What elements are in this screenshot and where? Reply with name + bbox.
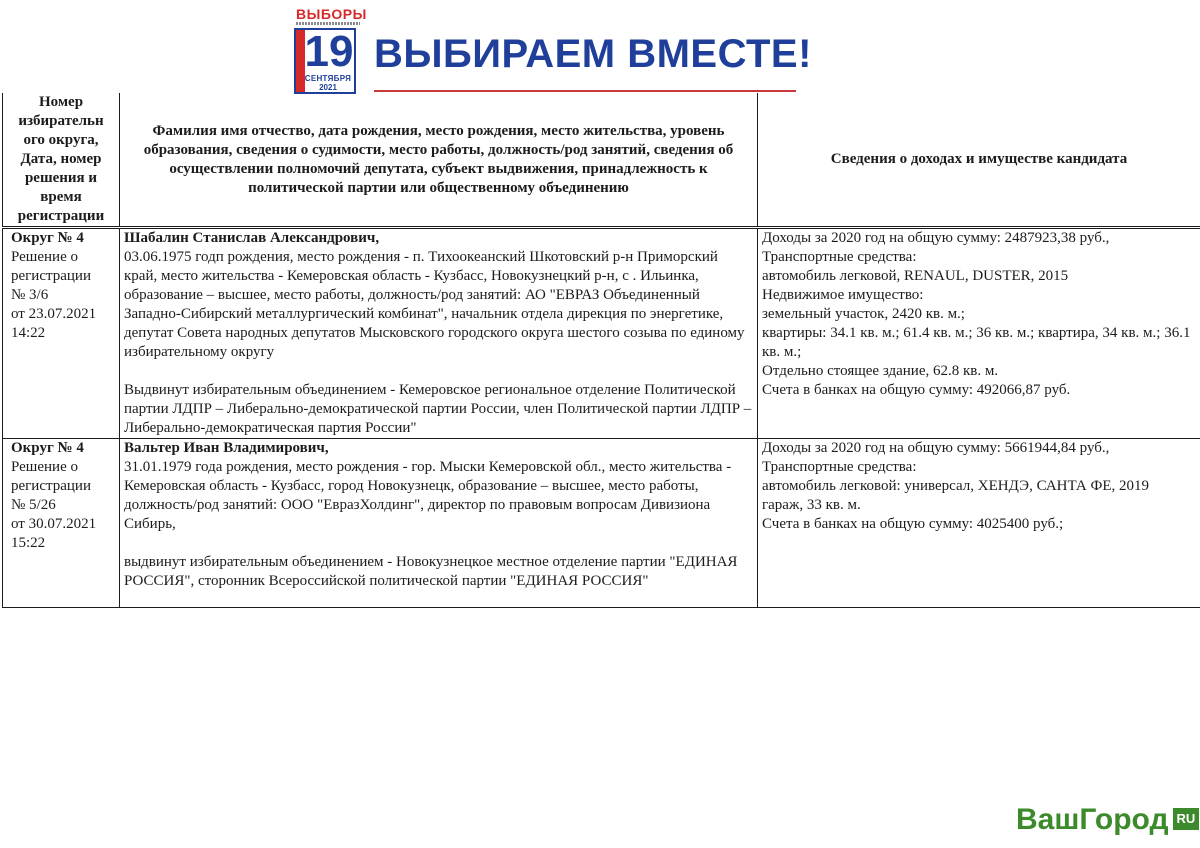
district-title: Округ № 4 — [11, 230, 84, 246]
district-line: 14:22 — [11, 325, 46, 341]
header-district: Номер избирательн ого округа, Дата, номер решения и время регистрации — [3, 93, 120, 228]
header-income: Сведения о доходах и имуществе кандидата — [758, 93, 1200, 228]
income-line: Доходы за 2020 год на общую сумму: 2487923,38 руб., — [762, 230, 1110, 246]
candidate-bio: 03.06.1975 годп рождения, место рождения - п. Тихоокеанский Шкотовский р-н Приморский край, место жительства - Кемеровская область - Кузбасс, Новокузнецкий р-н, с . Ильинка, образование – высшее, место работы, должность/род занятий: АО "ЕВРАЗ Объединенный Западно-Сибирский металлургический комбинат", начальник отдела дирекция по энергетике, депутат Совета народных депутатов Мысковского городского округа шестого созыва по единому избирательному округу — [124, 249, 745, 360]
income-line: земельный участок, 2420 кв. м.; — [762, 306, 965, 322]
income-line: Счета в банках на общую сумму: 4025400 руб.; — [762, 516, 1064, 532]
income-line: Транспортные средства: — [762, 459, 917, 475]
income-line: Транспортные средства: — [762, 249, 917, 265]
district-line: № 3/6 — [11, 287, 49, 303]
district-line: Решение о — [11, 249, 78, 265]
date-day: 19 — [304, 27, 354, 76]
district-line: Решение о — [11, 459, 78, 475]
date-month: СЕНТЯБРЯ — [304, 74, 352, 83]
table-header-row — [3, 93, 1200, 228]
candidate-name: Шабалин Станислав Александрович, — [124, 230, 380, 246]
district-line: от 23.07.2021 — [11, 306, 97, 322]
income-cell — [758, 439, 1200, 608]
election-banner — [292, 4, 812, 94]
candidate-name: Вальтер Иван Владимирович, — [124, 440, 329, 456]
district-cell — [3, 439, 120, 608]
candidates-table — [2, 93, 1200, 608]
election-date-badge — [294, 28, 356, 94]
candidate-cell — [120, 439, 758, 608]
vybory-label: ВЫБОРЫ — [296, 6, 367, 22]
district-cell — [3, 228, 120, 439]
income-line: автомобиль легковой: универсал, ХЕНДЭ, САНТА ФЕ, 2019 — [762, 478, 1150, 494]
paragraph-gap — [124, 534, 753, 553]
table-row — [3, 439, 1200, 608]
table-row — [3, 228, 1200, 439]
district-title: Округ № 4 — [11, 440, 84, 456]
logo-name: ВашГород — [1016, 803, 1169, 836]
banner-underline — [374, 90, 796, 92]
income-line: квартиры: 34.1 кв. м.; 61.4 кв. м.; 36 кв. м.; квартира, 34 кв. м.; 36.1 кв. м.; — [762, 325, 1191, 360]
logo-tld: RU — [1173, 808, 1200, 830]
slogan: ВЫБИРАЕМ ВМЕСТЕ! — [374, 32, 812, 76]
district-line: от 30.07.2021 — [11, 516, 97, 532]
district-line: регистрации — [11, 478, 91, 494]
district-line: № 5/26 — [11, 497, 56, 513]
candidate-cell — [120, 228, 758, 439]
header-candidate: Фамилия имя отчество, дата рождения, место рождения, место жительства, уровень образования, сведения о судимости, место работы, должность/род занятий, сведения об осуществлении полномочий депутата, субъект выдвижения, принадлежность к политической партии или общественному объединению — [120, 93, 758, 228]
income-cell — [758, 228, 1200, 439]
candidate-nomination: Выдвинут избирательным объединением - Кемеровское региональное отделение Политической партии ЛДПР – Либерально-демократической партии России, член Политической партии ЛДПР – Либерально-демократическая партия России" — [124, 382, 752, 436]
district-line: регистрации — [11, 268, 91, 284]
candidate-nomination: выдвинут избирательным объединением - Новокузнецкое местное отделение партии "ЕДИНАЯ РОССИЯ", сторонник Всероссийской политической партии "ЕДИНАЯ РОССИЯ" — [124, 554, 738, 589]
vashgorod-logo — [1016, 803, 1199, 837]
date-year: 2021 — [319, 83, 337, 92]
district-line: 15:22 — [11, 535, 46, 551]
income-line: гараж, 33 кв. м. — [762, 497, 861, 513]
vybory-subline — [296, 22, 360, 25]
income-line: Недвижимое имущество: — [762, 287, 924, 303]
income-line: автомобиль легковой, RENAUL, DUSTER, 2015 — [762, 268, 1069, 284]
income-line: Доходы за 2020 год на общую сумму: 5661944,84 руб., — [762, 440, 1110, 456]
candidate-bio: 31.01.1979 года рождения, место рождения - гор. Мыски Кемеровской обл., место жительства - Кемеровская область - Кузбасс, город Новокузнецк, образование – высшее, место работы, должность/род занятий: ООО "ЕвразХолдинг", директор по правовым вопросам Дивизиона Сибирь, — [124, 459, 732, 532]
income-line: Отдельно стоящее здание, 62.8 кв. м. — [762, 363, 999, 379]
paragraph-gap — [124, 362, 753, 381]
income-line: Счета в банках на общую сумму: 492066,87 руб. — [762, 382, 1071, 398]
